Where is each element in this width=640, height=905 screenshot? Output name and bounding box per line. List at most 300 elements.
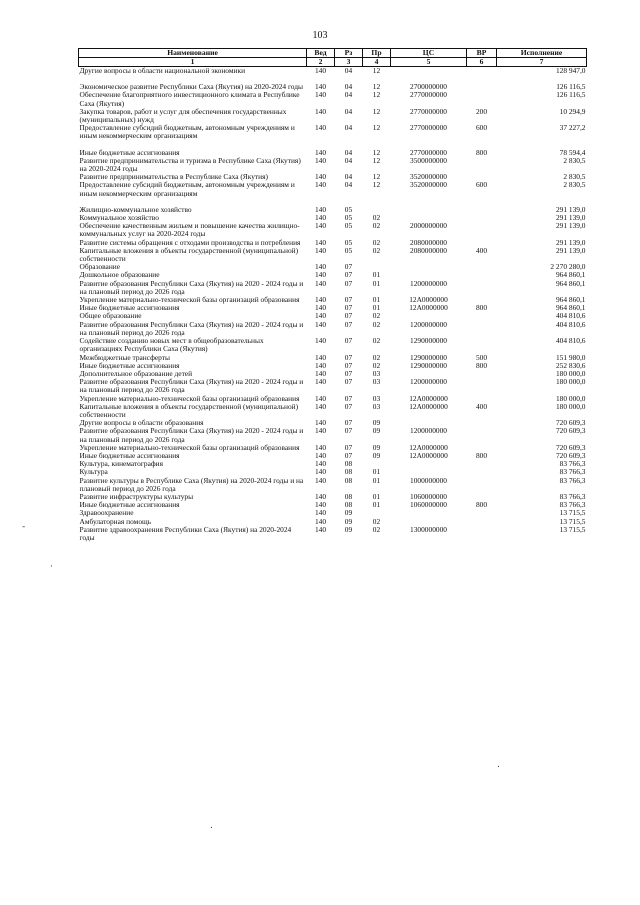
row-rz: 07 [344,270,353,280]
row-vr [467,67,497,76]
row-rz: 05 [344,204,353,214]
row-value: 83 766,3 [559,467,586,477]
table-row [79,427,587,443]
row-pr: 12 [372,147,381,157]
row-ved: 140 [314,90,327,100]
row-rz: 08 [344,475,353,485]
row-ved: 140 [314,450,327,460]
row-pr: 01 [372,270,381,280]
row-vr [467,91,497,107]
row-ved: 140 [314,459,327,469]
row-pr: 12 [372,180,381,190]
row-cs: 12А0000000 [409,295,448,305]
row-pr: 02 [372,213,381,223]
row-cs: 1200000000 [410,377,447,387]
row-ved: 140 [314,66,327,75]
row-vr [467,509,497,517]
row-cs: 2080000000 [410,237,447,247]
row-pr: 12 [372,106,381,116]
row-value: 404 810,6 [555,336,586,346]
row-rz: 04 [344,172,353,182]
row-pr: 09 [372,426,381,436]
row-name: Культура, кинематография [79,459,163,469]
table-row [79,460,587,468]
row-value: 2 830,5 [563,172,586,182]
table-row [79,247,587,263]
row-value: 291 139,0 [555,213,586,223]
row-vr [467,312,497,320]
row-pr: 12 [372,66,381,75]
row-pr: 03 [372,393,381,403]
row-cs [391,206,467,214]
table-row [79,501,587,509]
table-row [79,67,587,76]
row-name: Развитие образования Республики Саха (Якутия) на 2020 - 2024 годы и на плановый период до 2026 года [79,377,304,395]
row-vr [467,214,497,222]
row-pr: 01 [372,475,381,485]
row-ved: 140 [314,516,327,526]
row-ved: 140 [314,467,327,477]
row-name: Иные бюджетные ассигнования [79,450,180,460]
budget-execution-table [78,48,587,542]
header-cs: ЦС [391,49,467,58]
row-ved: 140 [314,82,327,92]
row-ved: 140 [314,401,327,411]
table-row [79,280,587,296]
row-ved: 140 [314,393,327,403]
row-name: Развитие инфраструктуры культуры [79,491,194,501]
row-pr: 02 [372,245,381,255]
row-ved: 140 [314,377,327,387]
header-execution: Исполнение [497,49,587,58]
row-rz: 07 [344,319,353,329]
row-value: 2 830,5 [563,180,586,190]
row-vr [467,518,497,526]
row-value: 151 980,0 [555,352,586,362]
row-rz: 07 [344,262,353,272]
row-rz: 04 [344,147,353,157]
row-ved: 140 [314,442,327,452]
row-rz: 08 [344,491,353,501]
row-name: Амбулаторная помощь [79,516,152,526]
row-ved: 140 [314,295,327,305]
row-value: 180 000,0 [555,368,586,378]
row-pr [363,198,391,206]
row-vr [467,206,497,214]
row-name: Коммунальное хозяйство [79,213,159,223]
row-pr: 12 [372,82,381,92]
row-rz: 07 [344,278,353,288]
row-name: Предоставление субсидий бюджетным, автономным учреждениям и иным некоммерческим организациям [79,180,295,198]
row-ved: 140 [314,319,327,329]
row-cs: 1300000000 [410,524,447,534]
row-ved: 140 [314,204,327,214]
row-name: Развитие здравоохранения Республики Саха (Якутия) на 2020-2024 годы [79,524,292,542]
row-vr [467,378,497,394]
row-rz: 07 [344,393,353,403]
row-name: Обеспечение качественным жильем и повышение качества жилищно-коммунальных услуг на 2020-2024 годы [79,221,300,239]
row-name: Обеспечение благоприятного инвестиционного климата в Республике Саха (Якутия) [79,90,300,108]
row-name: Развитие предпринимательства в Республике Саха (Якутия) [79,172,268,182]
row-rz: 05 [344,213,353,223]
header-rz: Рз [335,49,363,58]
row-value: 10 294,9 [559,106,586,116]
row-pr: 02 [372,524,381,534]
row-value: 37 227,2 [559,123,586,133]
row-cs: 1060000000 [410,500,447,510]
row-vr: 800 [475,147,488,157]
row-rz: 08 [344,500,353,510]
row-cs: 2770000000 [410,90,447,100]
row-pr: 02 [372,311,381,321]
row-name: Иные бюджетные ассигнования [79,500,180,510]
margin-mark: . [210,821,213,831]
row-name: Жилищно-коммунальное хозяйство [79,204,192,214]
row-value: 291 139,0 [555,237,586,247]
row-pr: 02 [372,336,381,346]
row-pr: 03 [372,368,381,378]
table-row [79,108,587,124]
row-value: 720 609,3 [555,450,586,460]
row-cs: 3500000000 [410,155,447,165]
table-row [79,337,587,353]
row-ved: 140 [314,106,327,116]
row-value: 128 947,0 [555,66,586,75]
row-value: 2 830,5 [563,155,586,165]
row-rz: 07 [344,352,353,362]
row-pr: 12 [372,172,381,182]
row-value: 180 000,0 [555,401,586,411]
row-ved: 140 [314,270,327,280]
row-ved: 140 [314,426,327,436]
row-ved: 140 [314,368,327,378]
row-pr: 09 [372,442,381,452]
row-cs [391,509,467,517]
row-pr: 01 [372,467,381,477]
row-vr: 400 [475,245,488,255]
row-ved: 140 [314,237,327,247]
row-ved: 140 [314,418,327,428]
row-name: Экономическое развитие Республики Саха (Якутия) на 2020-2024 годы [79,82,304,92]
table-row [79,304,587,312]
row-rz: 07 [344,418,353,428]
row-value: 13 715,5 [559,516,586,526]
row-rz: 04 [344,155,353,165]
row-value: 126 116,5 [556,90,586,100]
row-ved: 140 [314,172,327,182]
row-pr: 01 [372,491,381,501]
row-vr [467,157,497,173]
column-number: 3 [335,58,363,67]
row-rz: 07 [344,368,353,378]
row-pr: 02 [372,352,381,362]
row-pr: 03 [372,401,381,411]
row-value: 180 000,0 [555,377,586,387]
row-name: Иные бюджетные ассигнования [79,303,180,313]
row-vr [467,321,497,337]
header-vr: ВР [467,49,497,58]
row-rz: 07 [344,426,353,436]
row-rz: 07 [344,303,353,313]
row-vr [467,198,497,206]
row-vr [467,271,497,279]
table-row [79,321,587,337]
row-name: Дошкольное образование [79,270,160,280]
table-row [79,124,587,140]
row-name: Капитальные вложения в объекты государственной (муниципальной) собственности [79,401,299,419]
row-ved: 140 [314,524,327,534]
row-value: 180 000,0 [555,393,586,403]
margin-mark: - [22,522,26,532]
row-cs: 12А0000000 [409,393,448,403]
column-number: 6 [467,58,497,67]
row-ved: 140 [314,155,327,165]
row-ved: 140 [314,245,327,255]
row-ved: 140 [314,508,327,518]
row-vr [467,468,497,476]
row-vr: 800 [475,450,488,460]
row-name: Образование [79,262,121,272]
row-rz: 07 [344,295,353,305]
row-cs: 1290000000 [410,360,447,370]
row-value: 291 139,0 [555,221,586,231]
table-row [79,222,587,238]
row-vr: 600 [475,123,488,133]
row-rz: 05 [344,237,353,247]
row-pr: 09 [372,418,381,428]
row-vr [467,419,497,427]
row-cs: 2770000000 [410,123,447,133]
row-value: 83 766,3 [559,475,586,485]
row-cs: 1290000000 [410,336,447,346]
row-value: 252 830,6 [555,360,586,370]
row-name: Содействие созданию новых мест в общеобразовательных организациях Республики Саха (Якутия) [79,336,264,354]
row-cs: 1290000000 [410,352,447,362]
row-ved: 140 [314,491,327,501]
row-name: Культура [79,467,108,477]
row-name: Развитие образования Республики Саха (Якутия) на 2020 - 2024 годы и на плановый период до 2026 года [79,426,304,444]
row-rz: 05 [344,245,353,255]
row-ved: 140 [314,278,327,288]
row-name: Дополнительное образование детей [79,368,193,378]
row-cs: 1200000000 [410,426,447,436]
row-vr: 800 [475,303,488,313]
row-value: 404 810,6 [555,319,586,329]
row-cs: 1000000000 [410,475,447,485]
row-ved: 140 [314,213,327,223]
row-cs: 2080000000 [410,245,447,255]
column-number: 1 [79,58,307,67]
row-pr: 03 [372,377,381,387]
row-value: 964 860,1 [555,295,586,305]
row-cs: 12А0000000 [409,401,448,411]
row-rz: 09 [344,516,353,526]
row-vr [467,427,497,443]
row-ved: 140 [314,500,327,510]
row-name: Капитальные вложения в объекты государственной (муниципальной) собственности [79,245,299,264]
row-vr: 400 [475,401,488,411]
row-rz: 07 [344,442,353,452]
row-rz: 04 [344,90,353,100]
row-vr: 800 [475,500,488,510]
row-value: 83 766,3 [559,491,586,501]
row-pr: 01 [372,295,381,305]
row-ved: 140 [314,360,327,370]
row-vr [467,75,497,83]
row-ved: 140 [314,262,327,272]
row-value: 720 609,3 [555,418,586,428]
row-pr: 12 [372,90,381,100]
row-pr: 02 [372,319,381,329]
row-name: Закупка товаров, работ и услуг для обеспечения государственных (муниципальных) нужд [79,106,287,125]
row-value: 13 715,5 [559,508,586,518]
row-value: 964 860,1 [555,278,586,288]
row-ved: 140 [314,123,327,133]
row-name: Развитие образования Республики Саха (Якутия) на 2020 - 2024 годы и на плановый период до 2026 года [79,319,304,337]
row-value: 720 609,3 [555,426,586,436]
row-name: Здравоохранение [79,508,134,518]
row-vr: 500 [475,352,488,362]
row-name: Развитие культуры в Республике Саха (Якутия) на 2020-2024 годы и на плановый период до 2026 года [79,475,304,493]
row-cs: 2700000000 [410,82,447,92]
row-ved: 140 [314,352,327,362]
row-rz: 07 [344,360,353,370]
margin-mark: . [497,760,500,770]
row-name: Развитие предпринимательства и туризма в Республике Саха (Якутия) на 2020-2024 годы [79,155,301,174]
row-vr [467,83,497,91]
row-rz: 04 [344,123,353,133]
row-cs: 3520000000 [410,172,447,182]
row-value: 964 860,1 [555,303,586,313]
row-rz: 04 [344,106,353,116]
row-rz: 09 [344,524,353,534]
row-ved: 140 [314,336,327,346]
row-pr: 01 [372,278,381,288]
row-name: Развитие образования Республики Саха (Якутия) на 2020 - 2024 годы и на плановый период до 2026 года [79,278,304,296]
row-ved: 140 [314,311,327,321]
row-vr: 200 [475,106,488,116]
row-name: Межбюджетные трансферты [79,352,170,362]
row-pr: 02 [372,221,381,231]
row-vr [467,263,497,271]
row-cs: 2770000000 [410,106,447,116]
row-cs: 1200000000 [410,278,447,288]
row-rz: 09 [344,508,353,518]
row-name: Укрепление материально-технической базы организаций образования [79,393,300,403]
row-vr [467,526,497,542]
row-ved: 140 [314,221,327,231]
row-ved: 140 [314,180,327,190]
row-cs: 12А0000000 [409,450,448,460]
column-number: 5 [391,58,467,67]
row-value: 126 116,5 [556,82,586,92]
table-row [79,403,587,419]
row-value: 78 594,4 [559,147,586,157]
row-pr: 02 [372,516,381,526]
row-rz: 04 [344,180,353,190]
column-number: 7 [497,58,587,67]
row-cs: 2770000000 [410,147,447,157]
row-value: 291 139,0 [555,204,586,214]
row-cs [391,460,467,468]
margin-mark: · [50,562,53,572]
row-cs: 1200000000 [410,319,447,329]
header-row [79,49,587,58]
row-value: 404 810,6 [555,311,586,321]
header-pr: Пр [363,49,391,58]
column-number: 2 [307,58,335,67]
header-ved: Вед [307,49,335,58]
row-rz: 07 [344,311,353,321]
row-name: Общее образование [79,311,142,321]
row-cs [391,198,467,206]
row-rz: 07 [344,336,353,346]
row-rz: 07 [344,450,353,460]
row-value: 83 766,3 [559,500,586,510]
row-rz: 07 [344,401,353,411]
page-number: 103 [312,30,328,41]
row-pr: 01 [372,500,381,510]
row-pr: 01 [372,303,381,313]
row-name: Предоставление субсидий бюджетным, автономным учреждениям и иным некоммерческим организациям [79,123,295,141]
table-row [79,526,587,542]
header-name: Наименование [79,49,307,58]
row-name: Иные бюджетные ассигнования [79,147,180,157]
row-cs: 3520000000 [410,180,447,190]
row-value: 964 860,1 [555,270,586,280]
row-value: 13 715,5 [559,524,586,534]
row-cs: 1060000000 [410,491,447,501]
row-name: Развитие системы обращения с отходами производства и потребления [79,237,301,247]
table-row [79,378,587,394]
row-name: Другие вопросы в области образования [79,418,204,428]
row-value: 720 609,3 [555,442,586,452]
column-number: 4 [363,58,391,67]
row-cs: 12А0000000 [409,442,448,452]
row-vr [467,477,497,493]
row-name: Укрепление материально-технической базы организаций образования [79,442,300,452]
row-rz: 07 [344,377,353,387]
row-rz: 04 [344,82,353,92]
row-vr [467,370,497,378]
row-cs [391,67,467,76]
row-rz: 05 [344,221,353,231]
row-value: 2 270 280,0 [550,262,586,272]
row-vr [467,280,497,296]
row-vr: 600 [475,180,488,190]
row-rz: 08 [344,467,353,477]
row-pr: 09 [372,450,381,460]
table-row [79,477,587,493]
row-value: 291 139,0 [555,245,586,255]
row-pr: 12 [372,155,381,165]
row-rz: 04 [344,66,353,75]
row-cs [391,263,467,271]
table-row [79,181,587,197]
row-value: 83 766,3 [559,459,586,469]
row-ved: 140 [314,147,327,157]
table-row [79,509,587,517]
row-vr [467,222,497,238]
row-ved: 140 [314,475,327,485]
table-body [79,67,587,543]
row-pr: 02 [372,360,381,370]
table-row [79,91,587,107]
row-name: Укрепление материально-технической базы организаций образования [79,295,300,305]
row-name: Иные бюджетные ассигнования [79,360,180,370]
table-row [79,157,587,173]
row-cs: 2000000000 [410,221,447,231]
